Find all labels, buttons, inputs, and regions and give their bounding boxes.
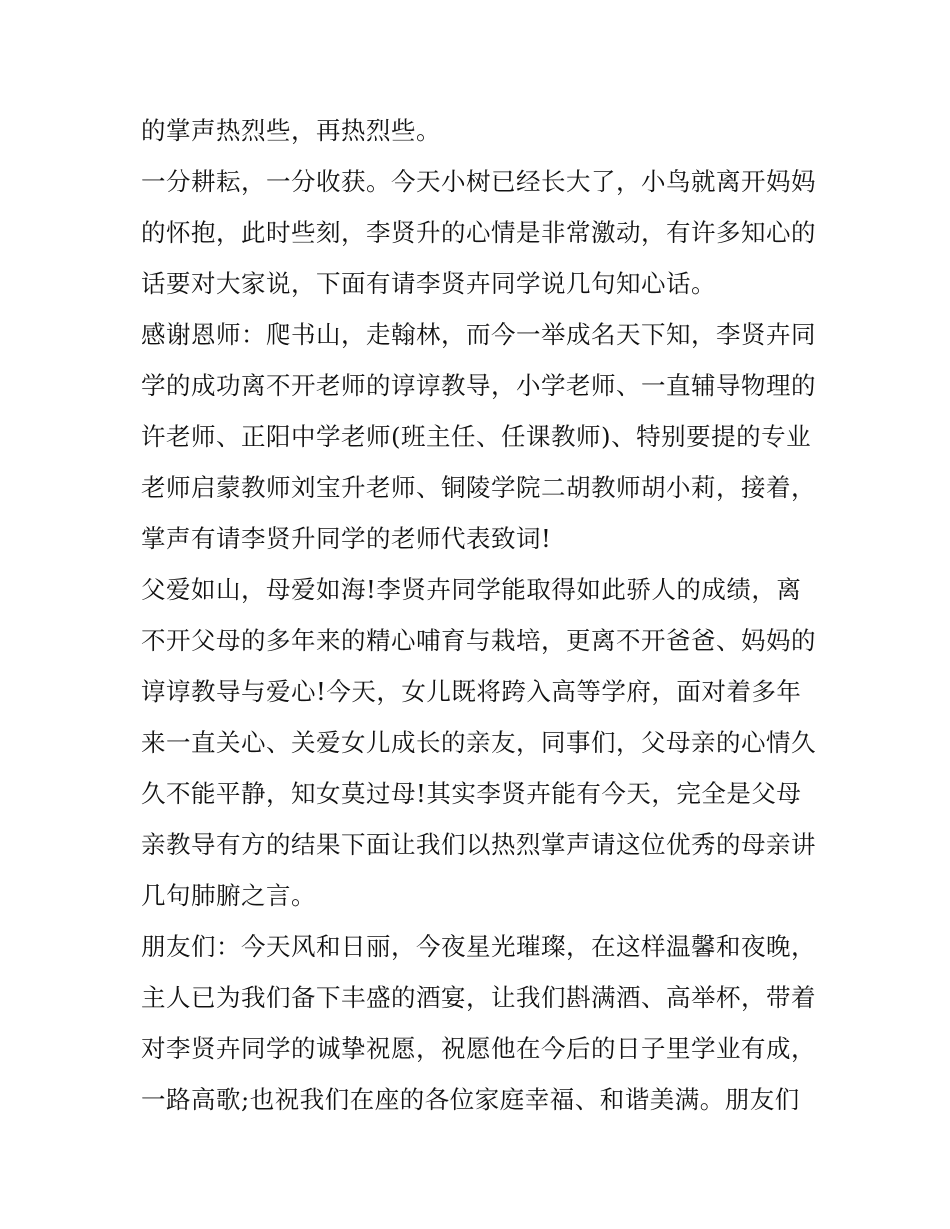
- text-line: 父爱如山，母爱如海!李贤卉同学能取得如此骄人的成绩，离: [141, 575, 802, 604]
- text-line: 学的成功离不开老师的谆谆教导，小学老师、一直辅导物理的: [141, 371, 816, 400]
- text-line: 对李贤卉同学的诚挚祝愿，祝愿他在今后的日子里学业有成，: [141, 1034, 816, 1063]
- text-line: 一分耕耘，一分收获。今天小树已经长大了，小鸟就离开妈妈: [141, 167, 816, 196]
- text-line: 话要对大家说，下面有请李贤卉同学说几句知心话。: [141, 269, 716, 298]
- text-line: 亲教导有方的结果下面让我们以热烈掌声请这位优秀的母亲讲: [141, 830, 816, 859]
- text-line: 几句肺腑之言。: [141, 881, 316, 910]
- text-line: 朋友们：今天风和日丽，今夜星光璀璨，在这样温馨和夜晚，: [141, 932, 816, 961]
- text-line: 的掌声热烈些，再热烈些。: [141, 116, 441, 145]
- text-line: 许老师、正阳中学老师(班主任、任课教师)、特别要提的专业: [141, 422, 812, 451]
- document-body: [141, 105, 821, 1125]
- text-line: 感谢恩师：爬书山，走翰林，而今一举成名天下知，李贤卉同: [141, 320, 816, 349]
- text-line: 来一直关心、关爱女儿成长的亲友，同事们，父母亲的心情久: [141, 728, 816, 757]
- text-line: 谆谆教导与爱心!今天，女儿既将跨入高等学府，面对着多年: [141, 677, 802, 706]
- text-line: 不开父母的多年来的精心哺育与栽培，更离不开爸爸、妈妈的: [141, 626, 816, 655]
- text-line: 一路高歌;也祝我们在座的各位家庭幸福、和谐美满。朋友们: [141, 1085, 800, 1114]
- text-line: 掌声有请李贤升同学的老师代表致词!: [141, 524, 552, 553]
- text-line: 主人已为我们备下丰盛的酒宴，让我们斟满酒、高举杯，带着: [141, 983, 816, 1012]
- text-line: 的怀抱，此时些刻，李贤升的心情是非常激动，有许多知心的: [141, 218, 816, 247]
- text-line: 久不能平静，知女莫过母!其实李贤卉能有今天，完全是父母: [141, 779, 802, 808]
- text-line: 老师启蒙教师刘宝升老师、铜陵学院二胡教师胡小莉，接着，: [141, 473, 816, 502]
